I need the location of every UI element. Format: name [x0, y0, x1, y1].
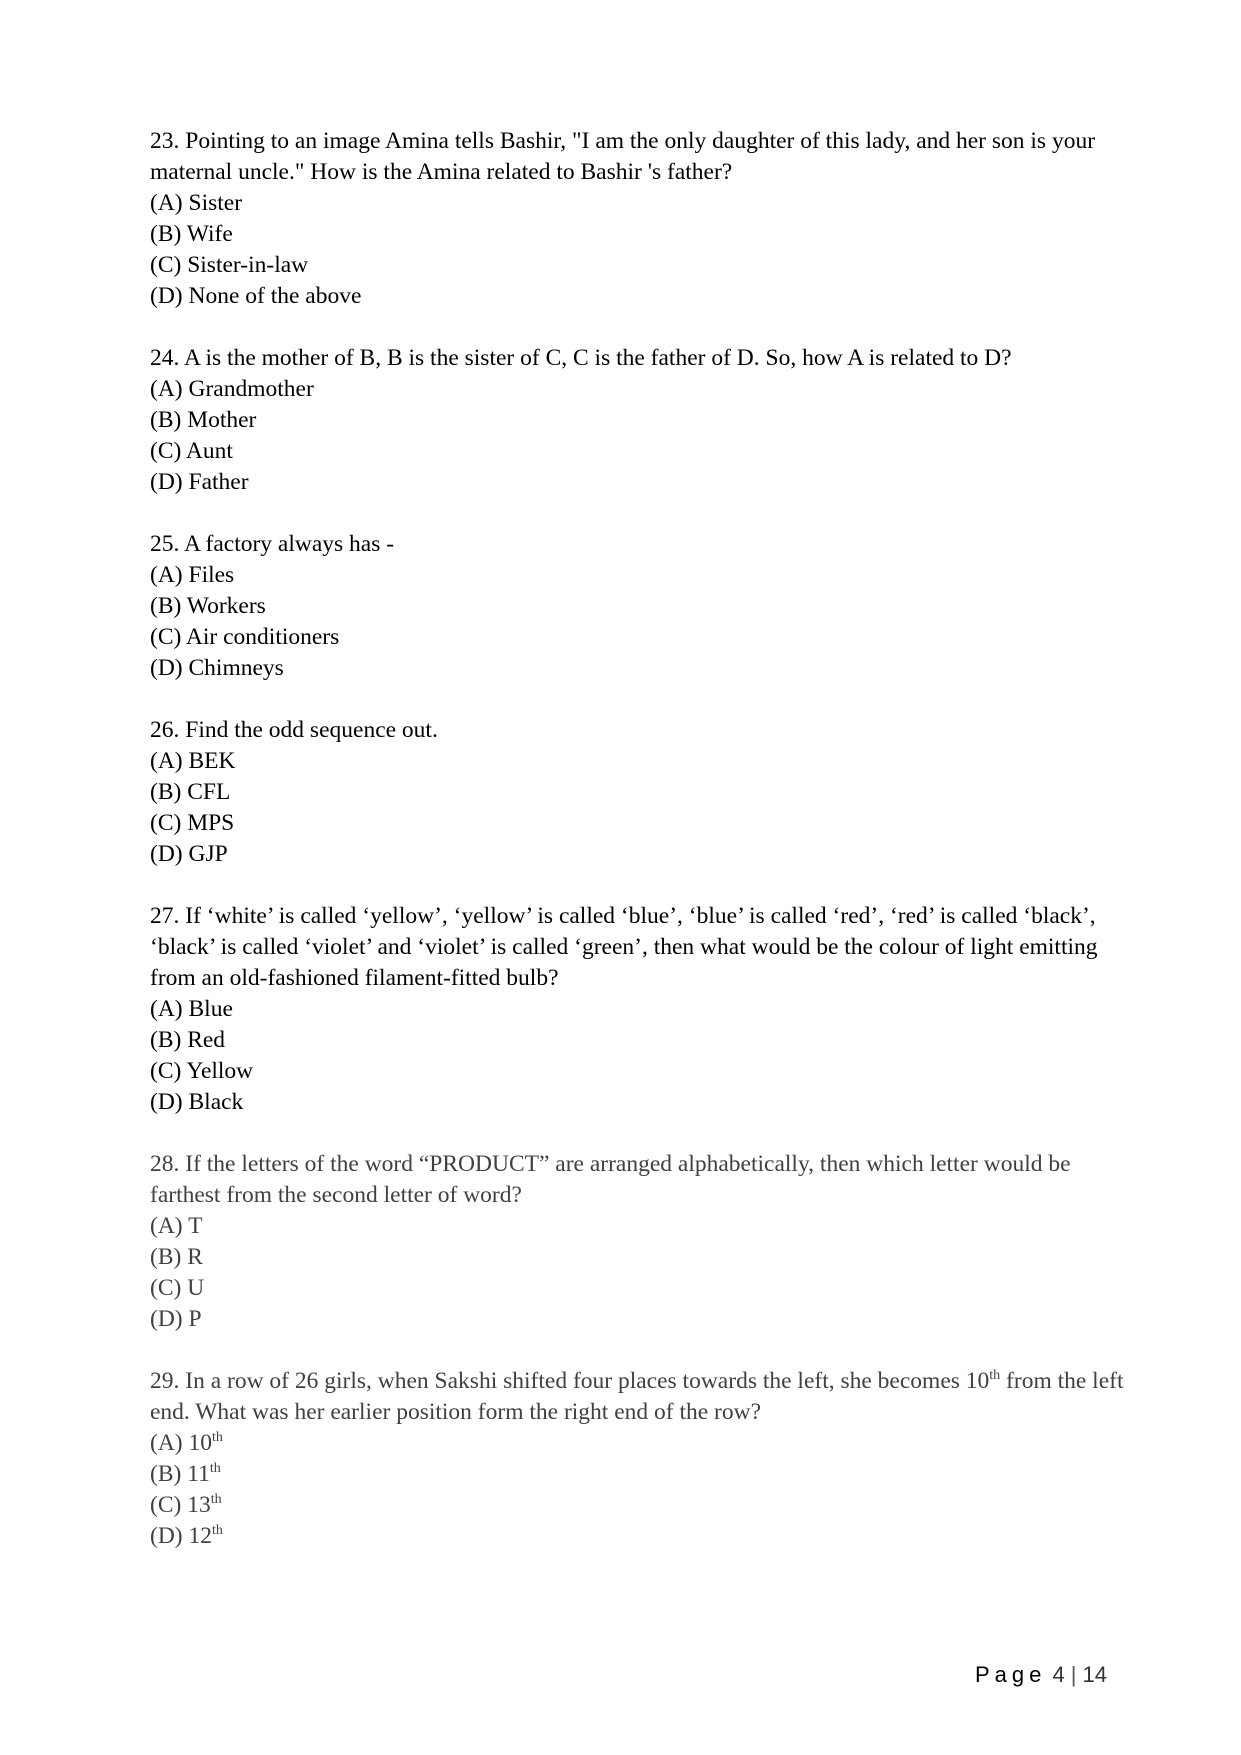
option-label: (C) 13: [150, 1492, 211, 1518]
question-23: [150, 126, 1140, 312]
question-25: [150, 529, 1140, 684]
option-a: (A) Blue: [150, 996, 233, 1022]
option-b: (B) Red: [150, 1027, 226, 1053]
option-b: (B) CFL: [150, 779, 231, 805]
option-c: (C) U: [150, 1275, 205, 1301]
question-text-after: from the left end. What was her earlier position form the right end of the row?: [150, 1368, 1124, 1425]
page-word: Page: [975, 1662, 1047, 1687]
option-b: (B) Workers: [150, 593, 266, 619]
question-text: 23. Pointing to an image Amina tells Bashir, "I am the only daughter of this lady, and her son is your maternal uncle." How is the Amina related to Bashir 's father?: [150, 128, 1096, 185]
question-26: [150, 715, 1140, 870]
total-pages: 14: [1082, 1662, 1107, 1687]
question-text: 27. If ‘white’ is called ‘yellow’, ‘yellow’ is called ‘blue’, ‘blue’ is called ‘red’, ‘red’ is called ‘black’, ‘black’ is called ‘violet’ and ‘violet’ is called ‘green’, then what would be the colour of light emitting from an old-fashioned filament-fitted bulb?: [150, 903, 1098, 991]
question-page: [150, 126, 1140, 1583]
option-c: (C) Yellow: [150, 1058, 254, 1084]
question-text: 28. If the letters of the word “PRODUCT” are arranged alphabetically, then which letter would be farthest from the second letter of word?: [150, 1151, 1071, 1208]
question-text: 24. A is the mother of B, B is the sister of C, C is the father of D. So, how A is related to D?: [150, 345, 1012, 371]
question-24: [150, 343, 1140, 498]
option-b: (B) Wife: [150, 221, 233, 247]
question-27: [150, 901, 1140, 1118]
option-label: (B) 11: [150, 1461, 210, 1487]
option-c: (C) Sister-in-law: [150, 252, 309, 278]
option-c: [150, 1490, 1140, 1521]
option-d: [150, 1521, 1140, 1552]
ordinal-suffix: th: [212, 1430, 223, 1445]
question-29: [150, 1366, 1140, 1552]
option-d: (D) Chimneys: [150, 655, 284, 681]
option-a: (A) Grandmother: [150, 376, 314, 402]
option-b: (B) Mother: [150, 407, 257, 433]
option-a: (A) Sister: [150, 190, 243, 216]
option-c: (C) MPS: [150, 810, 235, 836]
ordinal-suffix: th: [989, 1368, 1001, 1383]
ordinal-suffix: th: [212, 1523, 223, 1538]
option-label: (D) 12: [150, 1523, 212, 1549]
option-label: (A) 10: [150, 1430, 212, 1456]
question-text: 26. Find the odd sequence out.: [150, 717, 438, 743]
option-c: (C) Air conditioners: [150, 624, 340, 650]
option-d: (D) P: [150, 1306, 202, 1332]
option-b: [150, 1459, 1140, 1490]
page-separator: |: [1070, 1662, 1077, 1687]
page-footer: [975, 1662, 1107, 1688]
ordinal-suffix: th: [210, 1492, 222, 1507]
option-a: [150, 1428, 1140, 1459]
page-number: 4: [1052, 1662, 1065, 1687]
option-a: (A) T: [150, 1213, 203, 1239]
question-text-before: 29. In a row of 26 girls, when Sakshi shifted four places towards the left, she becomes 10: [150, 1368, 990, 1394]
option-d: (D) GJP: [150, 841, 228, 867]
option-a: (A) BEK: [150, 748, 236, 774]
option-d: (D) Father: [150, 469, 249, 495]
option-a: (A) Files: [150, 562, 235, 588]
question-text: [150, 1366, 1140, 1428]
option-b: (B) R: [150, 1244, 203, 1270]
question-text: 25. A factory always has -: [150, 531, 395, 557]
option-d: (D) Black: [150, 1089, 244, 1115]
option-c: (C) Aunt: [150, 438, 233, 464]
ordinal-suffix: th: [209, 1461, 221, 1476]
question-28: [150, 1149, 1140, 1335]
option-d: (D) None of the above: [150, 283, 362, 309]
